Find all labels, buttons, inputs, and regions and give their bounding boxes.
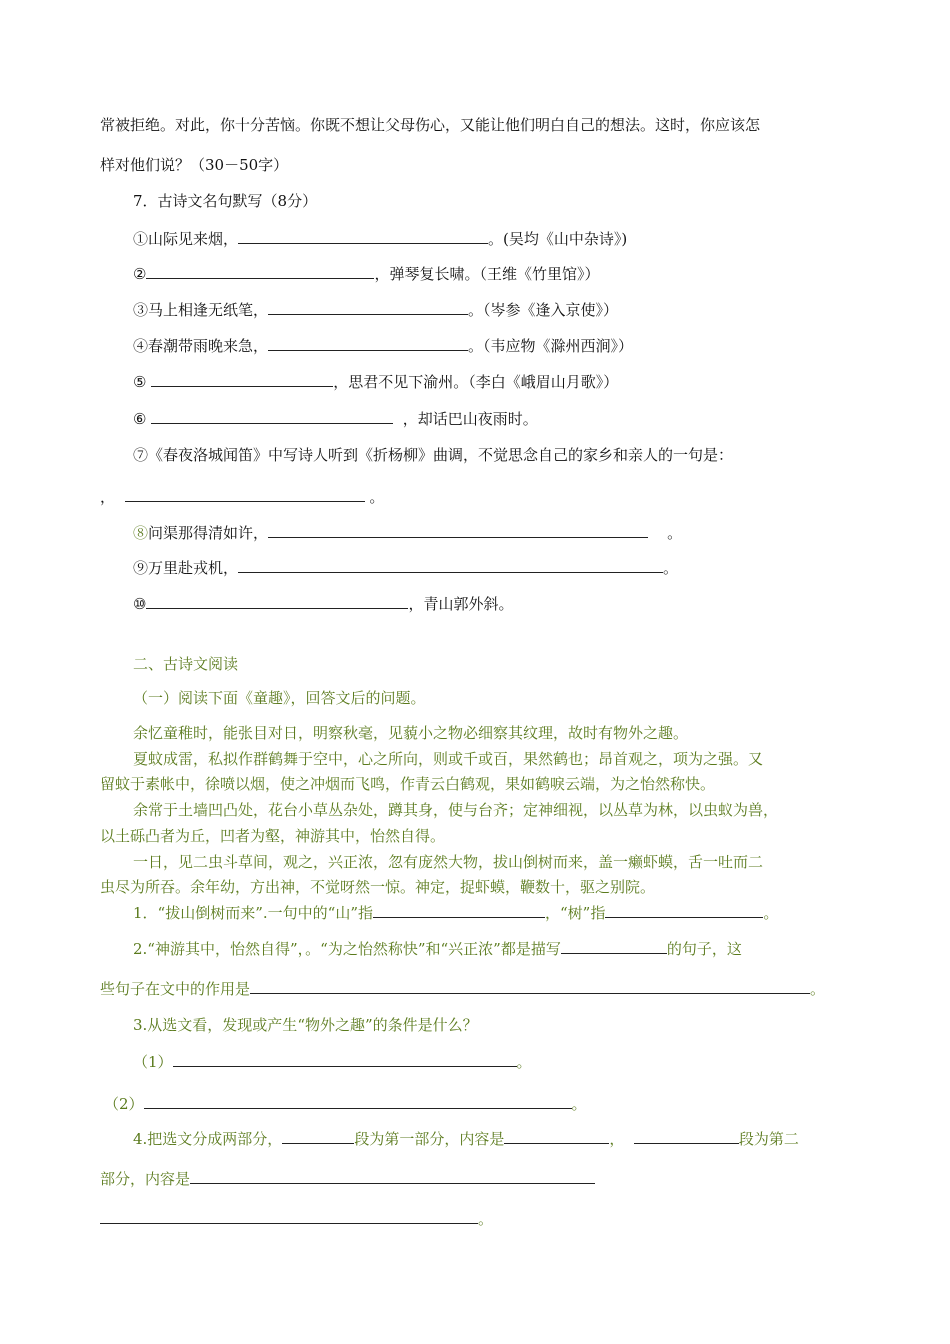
q7-item-3-prefix: ③马上相逢无纸笔， bbox=[133, 301, 269, 319]
answer-blank[interactable] bbox=[268, 299, 468, 315]
q7-item-9 bbox=[133, 557, 678, 578]
passage-line-5: 以土砾凸者为丘，凹者为壑，神游其中，怡然自得。 bbox=[100, 827, 446, 845]
answer-blank[interactable] bbox=[561, 938, 667, 954]
answer-blank[interactable] bbox=[144, 1093, 572, 1109]
passage-line-6: 一日，见二虫斗草间，观之，兴正浓，忽有庞然大物，拔山倒树而来，盖一癞虾蟆，舌一吐而二 bbox=[133, 853, 764, 871]
question-1-text-c: 。 bbox=[763, 904, 779, 922]
answer-blank[interactable] bbox=[100, 1208, 478, 1224]
passage-line-7: 虫尽为所吞。余年幼，方出神，不觉呀然一惊。神定，捉虾蟆，鞭数十，驱之别院。 bbox=[100, 878, 656, 896]
q7-item-2-suffix: ，弹琴复长啸。（王维《竹里馆》） bbox=[374, 265, 600, 283]
question-4-text-f: 。 bbox=[478, 1210, 494, 1228]
q7-item-3 bbox=[133, 299, 618, 320]
question-3-part-2-end: 。 bbox=[571, 1095, 587, 1113]
q7-item-3-suffix: 。（岑参《逢入京使》） bbox=[468, 301, 619, 319]
q7-item-9-prefix: ⑨万里赴戎机， bbox=[133, 559, 239, 577]
question-2-line-2 bbox=[100, 978, 825, 999]
q7-item-7-answer bbox=[100, 486, 384, 507]
q7-item-7-prefix: ， bbox=[100, 488, 116, 506]
q7-item-5-suffix: ，思君不见下渝州。（李白《峨眉山月歌》） bbox=[333, 373, 619, 391]
q7-item-1-prefix: ①山际见来烟， bbox=[133, 230, 239, 248]
question-2-text-c: 些句子在文中的作用是 bbox=[100, 980, 251, 998]
q7-item-8-prefix: 问渠那得清如许， bbox=[148, 524, 269, 542]
answer-blank[interactable] bbox=[151, 371, 333, 387]
q7-item-2-prefix: ② bbox=[133, 265, 147, 283]
q7-item-1-suffix: 。(吴均《山中杂诗》) bbox=[488, 230, 628, 248]
answer-blank[interactable] bbox=[125, 486, 365, 502]
question-4-text-e: 部分，内容是 bbox=[100, 1170, 191, 1188]
q7-item-5-prefix: ⑤ bbox=[133, 373, 152, 391]
answer-blank[interactable] bbox=[190, 1168, 595, 1184]
question-3-part-2-label: （2） bbox=[104, 1095, 144, 1113]
intro-line-1: 常被拒绝。对此，你十分苦恼。你既不想让父母伤心，又能让他们明白自己的想法。这时，你应该怎 bbox=[100, 116, 761, 134]
passage-line-4: 余常于土墙凹凸处，花台小草丛杂处，蹲其身，使与台齐；定神细视，以丛草为林，以虫蚁为兽， bbox=[133, 801, 779, 819]
q7-item-6 bbox=[133, 408, 538, 429]
q7-item-9-suffix: 。 bbox=[663, 559, 679, 577]
question-3-part-1-label: （1） bbox=[133, 1053, 173, 1071]
answer-blank[interactable] bbox=[268, 335, 468, 351]
q7-item-1 bbox=[133, 228, 627, 249]
answer-blank[interactable] bbox=[238, 557, 663, 573]
question-4-line-3 bbox=[100, 1208, 493, 1229]
passage-line-3: 留蚊于素帐中，徐喷以烟，使之冲烟而飞鸣，作青云白鹤观，果如鹤唳云端，为之怡然称快。 bbox=[100, 775, 716, 793]
q7-item-10-prefix: ⑩ bbox=[133, 595, 147, 613]
question-1-text-b: ，“树”指 bbox=[545, 904, 606, 922]
section-2-subtitle: （一）阅读下面《童趣》，回答文后的问题。 bbox=[133, 689, 426, 707]
answer-blank[interactable] bbox=[373, 902, 545, 918]
answer-blank[interactable] bbox=[151, 408, 393, 424]
q7-item-5 bbox=[133, 371, 618, 392]
section-2-title: 二、古诗文阅读 bbox=[133, 655, 239, 673]
q7-item-2 bbox=[133, 263, 599, 284]
question-3-title: 3.从选文看，发现或产生“物外之趣”的条件是什么？ bbox=[133, 1016, 478, 1034]
question-2 bbox=[133, 938, 742, 959]
answer-blank[interactable] bbox=[605, 902, 763, 918]
question-4-text-b: 段为第一部分，内容是 bbox=[354, 1130, 505, 1148]
q7-item-6-suffix: ，却话巴山夜雨时。 bbox=[402, 410, 538, 428]
question-4-line-2 bbox=[100, 1168, 595, 1189]
question-2-text-b: 的句子，这 bbox=[666, 940, 742, 958]
question-3-part-1 bbox=[133, 1051, 532, 1072]
question-1-text-a: 1．“拔山倒树而来”.一句中的“山”指 bbox=[133, 904, 373, 922]
answer-blank[interactable] bbox=[282, 1128, 354, 1144]
answer-blank[interactable] bbox=[173, 1051, 517, 1067]
question-1 bbox=[133, 902, 778, 923]
question-2-text-d: 。 bbox=[810, 980, 826, 998]
q7-item-7-suffix: 。 bbox=[369, 488, 385, 506]
answer-blank[interactable] bbox=[146, 593, 408, 609]
question-2-text-a: 2.“神游其中，怡然自得”，。“为之怡然称快”和“兴正浓”都是描写 bbox=[133, 940, 561, 958]
intro-line-2: 样对他们说？（30－50字） bbox=[100, 156, 289, 174]
q7-item-4-prefix: ④春潮带雨晚来急， bbox=[133, 337, 269, 355]
answer-blank[interactable] bbox=[238, 228, 488, 244]
answer-blank[interactable] bbox=[504, 1128, 609, 1144]
q7-title: 7．古诗文名句默写（8分） bbox=[133, 192, 318, 210]
question-4-text-c: ， bbox=[609, 1130, 625, 1148]
q7-item-6-prefix: ⑥ bbox=[133, 410, 152, 428]
q7-item-10-suffix: ，青山郭外斜。 bbox=[408, 595, 514, 613]
question-3-part-1-end: 。 bbox=[516, 1053, 532, 1071]
q7-item-8-suffix: 。 bbox=[667, 524, 683, 542]
q7-item-10 bbox=[133, 593, 513, 614]
q7-item-8-number: ⑧ bbox=[133, 524, 149, 542]
q7-item-4 bbox=[133, 335, 633, 356]
q7-item-8 bbox=[133, 522, 682, 543]
question-4 bbox=[133, 1128, 799, 1149]
q7-item-4-suffix: 。（韦应物《滁州西涧》） bbox=[468, 337, 634, 355]
question-3-part-2 bbox=[104, 1093, 587, 1114]
answer-blank[interactable] bbox=[250, 978, 810, 994]
question-4-text-d: 段为第二 bbox=[738, 1130, 799, 1148]
passage-line-1: 余忆童稚时，能张目对日，明察秋毫，见藐小之物必细察其纹理，故时有物外之趣。 bbox=[133, 724, 689, 742]
passage-line-2: 夏蚊成雷，私拟作群鹤舞于空中，心之所向，则或千或百，果然鹤也；昂首观之，项为之强。又 bbox=[133, 750, 764, 768]
question-4-text-a: 4.把选文分成两部分， bbox=[133, 1130, 283, 1148]
q7-item-7: ⑦《春夜洛城闻笛》中写诗人听到《折杨柳》曲调，不觉思念自己的家乡和亲人的一句是： bbox=[133, 446, 734, 464]
answer-blank[interactable] bbox=[146, 263, 374, 279]
answer-blank[interactable] bbox=[268, 522, 648, 538]
answer-blank[interactable] bbox=[634, 1128, 739, 1144]
